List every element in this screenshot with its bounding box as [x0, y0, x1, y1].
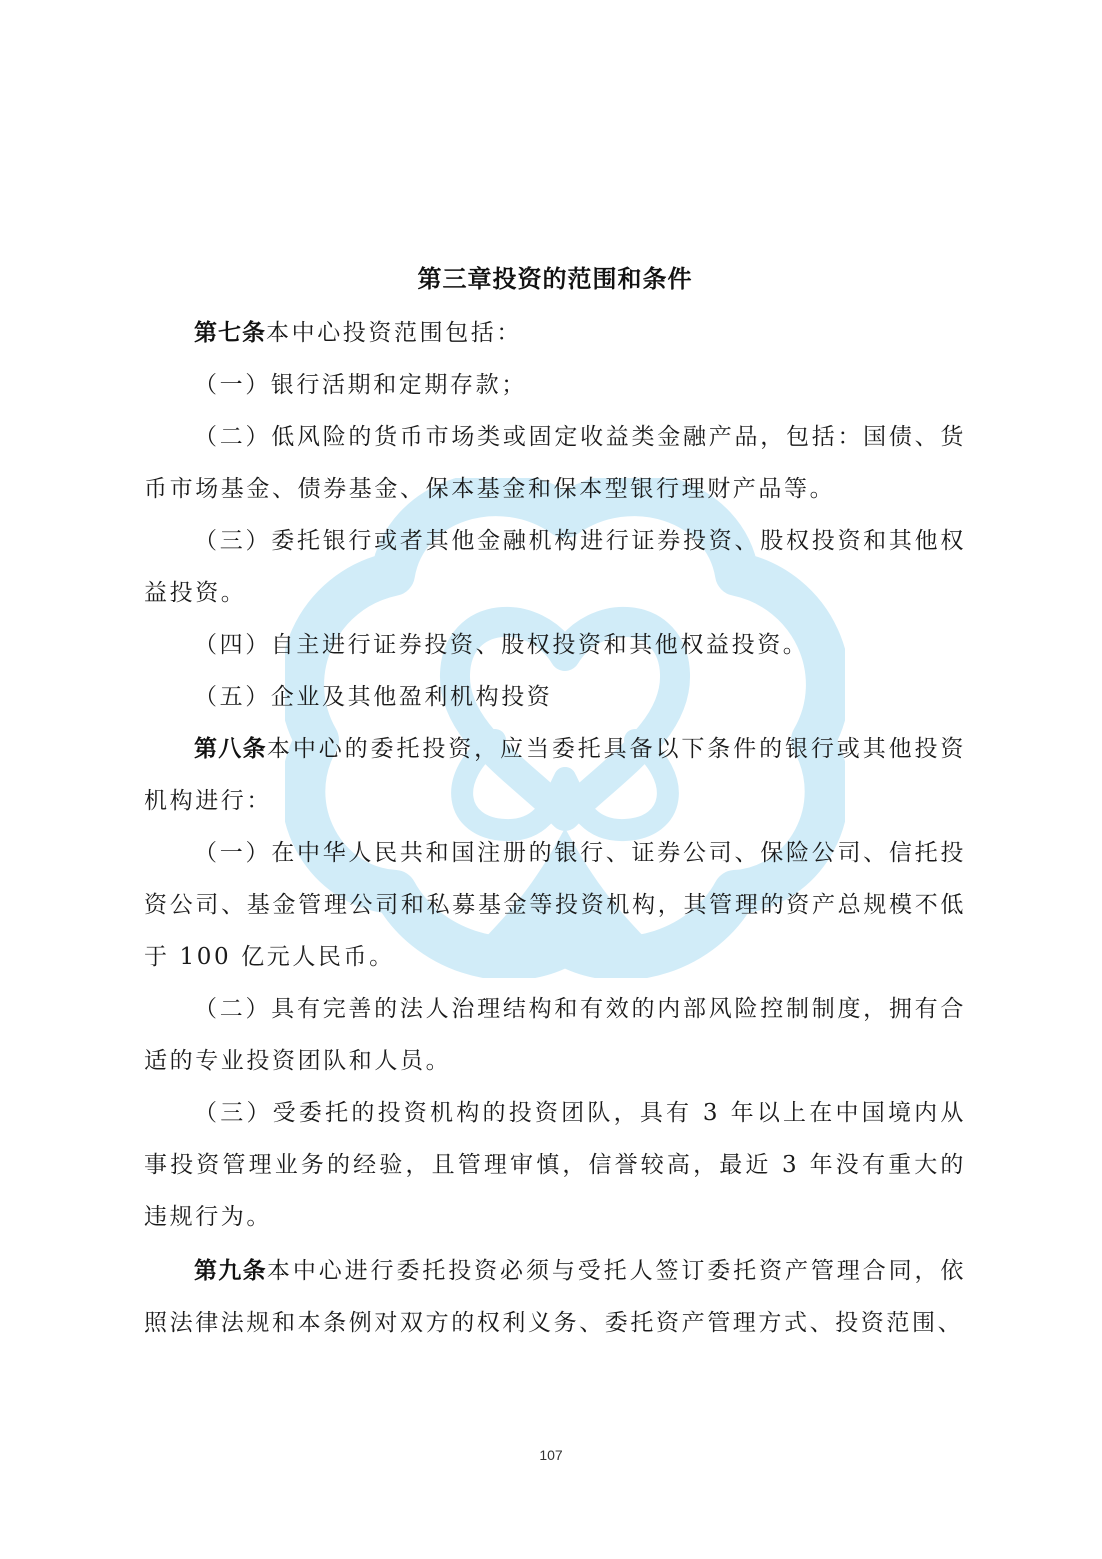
document-body	[144, 255, 966, 1349]
article-9-heading: 第九条	[194, 1258, 267, 1284]
article-9-text: 本中心进行委托投资必须与受托人签订委托资产管理合同，依照法律法规和本条例对双方的权利义务、委托资产管理方式、投资范围、	[144, 1258, 967, 1336]
article-8-text: 本中心的委托投资，应当委托具备以下条件的银行或其他投资机构进行：	[144, 736, 967, 814]
article-7-text: 本中心投资范围包括：	[266, 320, 522, 346]
article-7-heading: 第七条	[194, 320, 266, 346]
condition-item-1: （一）在中华人民共和国注册的银行、证券公司、保险公司、信托投资公司、基金管理公司和私募基金等投资机构，其管理的资产总规模不低于 100 亿元人民币。	[144, 840, 966, 970]
article-8-heading: 第八条	[194, 736, 267, 762]
scope-item-5: （五）企业及其他盈利机构投资	[194, 684, 553, 710]
condition-item-3: （三）受委托的投资机构的投资团队，具有 3 年以上在中国境内从事投资管理业务的经验，且管理审慎，信誉较高，最近 3 年没有重大的违规行为。	[144, 1100, 966, 1230]
scope-item-2: （二）低风险的货币市场类或固定收益类金融产品，包括：国债、货币市场基金、债券基金、保本基金和保本型银行理财产品等。	[144, 424, 966, 502]
scope-item-1: （一）银行活期和定期存款；	[194, 372, 527, 398]
article-8-paragraph	[144, 723, 966, 827]
scope-item-4: （四）自主进行证券投资、股权投资和其他权益投资。	[194, 632, 809, 658]
article-7-paragraph	[144, 307, 966, 359]
condition-item-2: （二）具有完善的法人治理结构和有效的内部风险控制制度，拥有合适的专业投资团队和人员。	[144, 996, 966, 1074]
page-number: 107	[539, 1447, 563, 1463]
scope-item-3: （三）委托银行或者其他金融机构进行证券投资、股权投资和其他权益投资。	[144, 528, 966, 606]
chapter-title: 第三章投资的范围和条件	[417, 265, 693, 293]
article-9-paragraph	[144, 1245, 966, 1349]
